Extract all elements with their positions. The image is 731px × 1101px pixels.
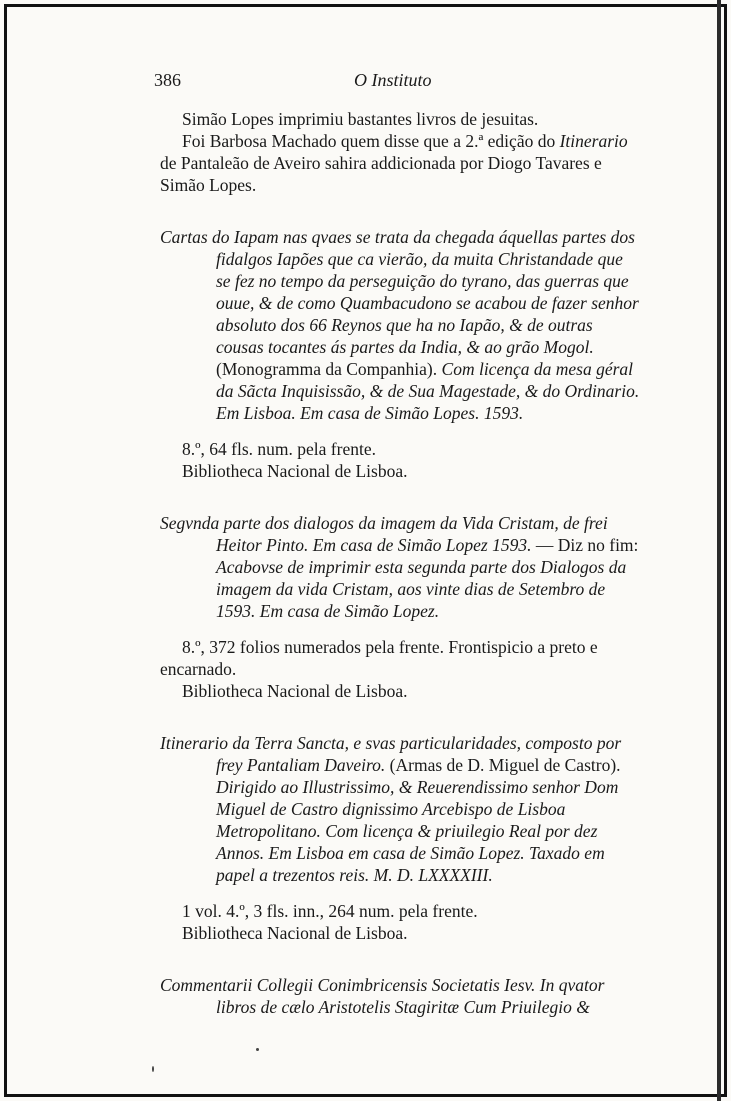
- bibliography-entry-commentarii: [160, 974, 640, 1018]
- intro-title-italic: Itinerario: [559, 131, 628, 151]
- entry-title-italic: Segvnda parte dos dialogos da imagem da Vida Cristam, de frei Heitor Pinto. Em casa de Simão Lopez 1593.: [160, 513, 608, 555]
- entry-title-note: — Diz no fim:: [531, 535, 639, 555]
- entry-title: [160, 974, 640, 1018]
- entry-title-note: (Monogramma da Companhia).: [216, 359, 442, 379]
- page-edge-shadow: [717, 0, 721, 1101]
- entry-title-italic: Itinerario da Terra Sancta, e svas particularidades, composto por frey Pantaliam Daveiro.: [160, 733, 622, 775]
- entry-imprint-italic: Dirigido ao Illustrissimo, & Reuerendissimo senhor Dom Miguel de Castro dignissimo Arcebispo de Lisboa Metropolitano. Com licença & priuilegio Real por dez Annos. Em Lisboa em casa de Simão Lopez. Taxado em papel a trezentos reis. M. D. LXXXXIII.: [216, 777, 619, 885]
- entry-title-italic: Commentarii Collegii Conimbricensis Societatis Iesv. In qvator libros de cælo Aristotelis Stagiritæ Cum Priuilegio &: [160, 975, 605, 1017]
- page-body: [160, 108, 640, 1018]
- entry-format: 1 vol. 4.º, 3 fls. inn., 264 num. pela frente.: [182, 901, 478, 921]
- entry-title: [160, 512, 640, 622]
- intro-text-start: Foi Barbosa Machado quem disse que a 2.ª edição do: [182, 131, 560, 151]
- entry-library: Bibliotheca Nacional de Lisboa.: [182, 681, 408, 701]
- page-number: 386: [154, 70, 181, 90]
- entry-library: Bibliotheca Nacional de Lisboa.: [182, 461, 408, 481]
- intro-text-end: de Pantaleão de Aveiro sahira addicionada por Diogo Tavares e Simão Lopes.: [160, 153, 602, 195]
- print-speck: [152, 1066, 154, 1072]
- intro-line-1: Simão Lopes imprimiu bastantes livros de jesuitas.: [182, 109, 539, 129]
- intro-paragraph: [160, 130, 640, 196]
- entry-library: Bibliotheca Nacional de Lisboa.: [182, 923, 408, 943]
- entry-title-note: (Armas de D. Miguel de Castro).: [385, 755, 621, 775]
- entry-imprint-italic: Com licença da mesa géral da Sãcta Inquisissão, & de Sua Magestade, & do Ordinario. Em Lisboa. Em casa de Simão Lopes. 1593.: [216, 359, 640, 423]
- running-title: O Instituto: [354, 70, 432, 90]
- bibliography-entry-itinerario: [160, 732, 640, 944]
- entry-title: [160, 732, 640, 886]
- print-speck: [256, 1048, 259, 1051]
- bibliography-entry-cartas: [160, 226, 640, 482]
- entry-title: [160, 226, 640, 424]
- entry-colophon-italic: Acabovse de imprimir esta segunda parte dos Dialogos da imagem da vida Cristam, aos vinte dias de Setembro de 1593. Em casa de Simão Lopez.: [216, 557, 627, 621]
- entry-title-italic: Cartas do Iapam nas qvaes se trata da chegada áquellas partes dos fidalgos Iapões que ca vierão, da muita Christandade que se fez no tempo da perseguição do tyrano, das guerras que ouue, & de como Quambacudono se acabou de fazer senhor absoluto dos 66 Reynos que ha no Iapão, & de outras cousas tocantes ás partes da India, & ao grão Mogol.: [160, 227, 639, 357]
- entry-format: 8.º, 372 folios numerados pela frente. Frontispicio a preto e encarnado.: [160, 637, 598, 679]
- bibliography-entry-dialogos: [160, 512, 640, 702]
- entry-format: 8.º, 64 fls. num. pela frente.: [182, 439, 376, 459]
